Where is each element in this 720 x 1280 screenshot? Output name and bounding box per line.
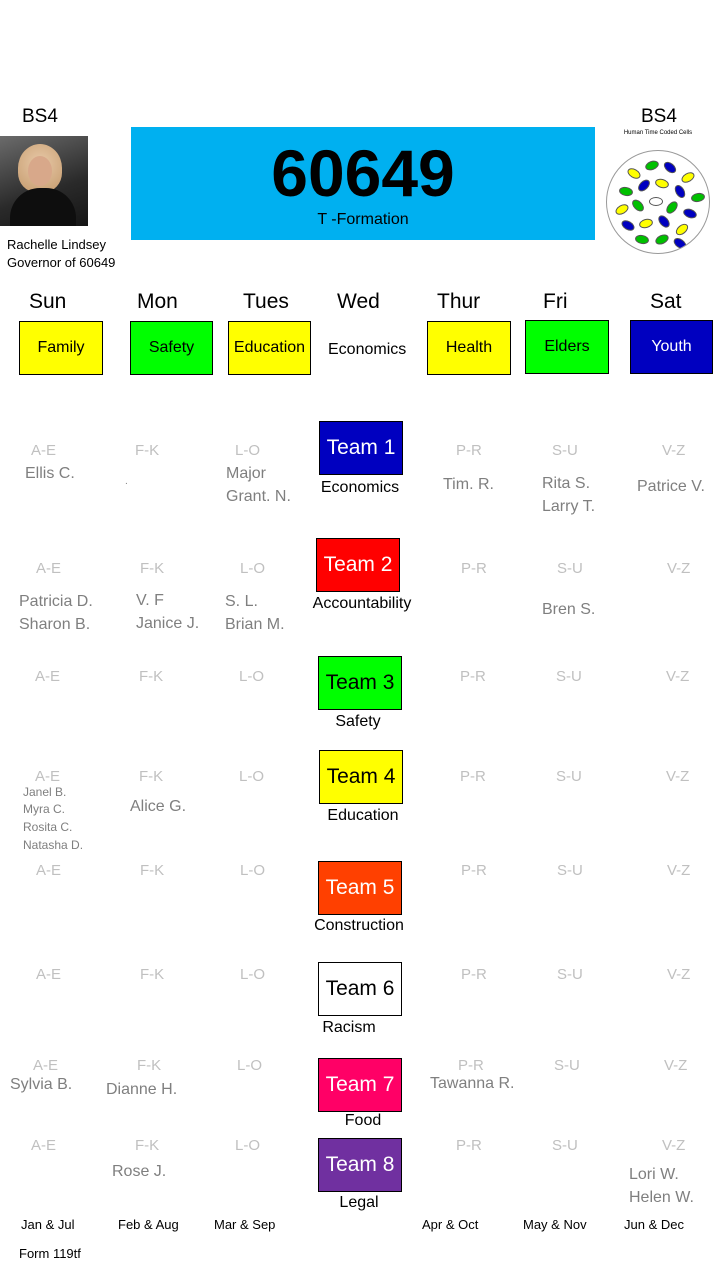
month-label: Apr & Oct [422, 1217, 479, 1232]
team-6-box: Team 6 [318, 962, 402, 1016]
range-l-o: L-O [235, 442, 261, 459]
topic-family: Family [19, 321, 103, 375]
member-name: Rita S. [542, 475, 591, 492]
month-label: Feb & Aug [118, 1217, 179, 1232]
month-label: May & Nov [523, 1217, 587, 1232]
range-f-k: F-K [135, 1137, 160, 1154]
range-a-e: A-E [35, 668, 61, 685]
range-l-o: L-O [239, 668, 265, 685]
range-s-u: S-U [554, 1057, 580, 1074]
day-sun: Sun [29, 290, 67, 313]
range-l-o: L-O [240, 862, 266, 879]
member-name: Brian M. [225, 616, 285, 633]
team-2-category: Accountability [312, 595, 412, 612]
member-name: Myra C. [23, 802, 65, 816]
team-8-box: Team 8 [318, 1138, 402, 1192]
range-l-o: L-O [240, 560, 266, 577]
month-label: Mar & Sep [214, 1217, 276, 1232]
day-tues: Tues [243, 290, 289, 313]
range-a-e: A-E [36, 966, 62, 983]
team-3-category: Safety [335, 713, 381, 730]
member-name: Janice J. [136, 615, 200, 632]
month-label: Jun & Dec [624, 1217, 684, 1232]
member-name: Patricia D. [19, 593, 93, 610]
topic-education: Education [228, 321, 311, 375]
team-1-category: Economics [320, 479, 400, 496]
range-f-k: F-K [139, 768, 164, 785]
team-4-box: Team 4 [319, 750, 403, 804]
team-3-box: Team 3 [318, 656, 402, 710]
member-name: Tim. R. [443, 476, 494, 493]
team-6-category: Racism [322, 1019, 376, 1036]
bs4-left-label: BS4 [22, 106, 58, 127]
range-p-r: P-R [460, 768, 486, 785]
team-4-category: Education [327, 807, 399, 824]
topic-economics: Economics [328, 341, 407, 358]
range-l-o: L-O [239, 768, 265, 785]
zip-code: 60649 [271, 136, 455, 210]
range-v-z: V-Z [667, 966, 691, 983]
day-thur: Thur [437, 290, 481, 313]
topic-safety: Safety [130, 321, 213, 375]
member-name: . [125, 476, 128, 487]
team-8-category: Legal [339, 1194, 379, 1211]
range-l-o: L-O [235, 1137, 261, 1154]
member-name: Alice G. [130, 798, 187, 815]
range-f-k: F-K [139, 668, 164, 685]
range-s-u: S-U [552, 442, 578, 459]
range-p-r: P-R [461, 862, 487, 879]
member-name: Lori W. [629, 1166, 679, 1183]
petri-dish-image [606, 150, 710, 254]
governor-photo [0, 136, 88, 226]
range-s-u: S-U [557, 560, 583, 577]
team-5-box: Team 5 [318, 861, 402, 915]
zip-banner [131, 127, 595, 240]
cells-diagram [605, 130, 711, 256]
member-name: Tawanna R. [430, 1075, 515, 1092]
member-name: V. F [136, 592, 164, 609]
range-s-u: S-U [556, 768, 582, 785]
range-s-u: S-U [556, 668, 582, 685]
member-name: S. L. [225, 593, 258, 610]
day-mon: Mon [137, 290, 178, 313]
range-s-u: S-U [557, 862, 583, 879]
range-p-r: P-R [461, 966, 487, 983]
member-name: Janel B. [23, 785, 67, 799]
range-v-z: V-Z [664, 1057, 688, 1074]
team-7-category: Food [344, 1112, 382, 1129]
formation-subtitle: T -Formation [317, 211, 409, 228]
member-name: Dianne H. [106, 1081, 178, 1098]
range-a-e: A-E [31, 1137, 57, 1154]
range-v-z: V-Z [667, 560, 691, 577]
range-f-k: F-K [140, 560, 165, 577]
range-p-r: P-R [456, 1137, 482, 1154]
range-l-o: L-O [240, 966, 266, 983]
member-name: Larry T. [542, 498, 596, 515]
member-name: Helen W. [629, 1189, 694, 1206]
governor-name: Rachelle Lindsey [7, 237, 107, 252]
range-l-o: L-O [237, 1057, 263, 1074]
member-name: Ellis C. [25, 465, 75, 482]
team-1-box: Team 1 [319, 421, 403, 475]
range-f-k: F-K [137, 1057, 162, 1074]
range-p-r: P-R [456, 442, 482, 459]
range-f-k: F-K [140, 862, 165, 879]
range-p-r: P-R [458, 1057, 484, 1074]
team-2-box: Team 2 [316, 538, 400, 592]
member-name: Sylvia B. [10, 1076, 73, 1093]
day-wed: Wed [337, 290, 380, 313]
team-5-category: Construction [314, 917, 404, 934]
form-label: Form 119tf [19, 1246, 81, 1261]
range-s-u: S-U [552, 1137, 578, 1154]
range-a-e: A-E [31, 442, 57, 459]
month-label: Jan & Jul [21, 1217, 75, 1232]
bs4-right-label: BS4 [641, 106, 677, 127]
range-v-z: V-Z [662, 1137, 686, 1154]
range-p-r: P-R [461, 560, 487, 577]
team-7-box: Team 7 [318, 1058, 402, 1112]
range-v-z: V-Z [666, 768, 690, 785]
range-a-e: A-E [35, 768, 61, 785]
topic-health: Health [427, 321, 511, 375]
range-p-r: P-R [460, 668, 486, 685]
range-s-u: S-U [557, 966, 583, 983]
member-name: Natasha D. [23, 838, 84, 852]
range-v-z: V-Z [662, 442, 686, 459]
range-a-e: A-E [36, 862, 62, 879]
member-name: Rose J. [112, 1163, 167, 1180]
cells-title: Human Time Coded Cells [623, 130, 693, 136]
member-name: Patrice V. [637, 478, 705, 495]
day-sat: Sat [650, 290, 682, 313]
member-name: Major [226, 465, 267, 482]
day-fri: Fri [543, 290, 568, 313]
member-name: Sharon B. [19, 616, 91, 633]
range-f-k: F-K [135, 442, 160, 459]
topic-youth: Youth [630, 320, 713, 374]
member-name: Grant. N. [226, 488, 291, 505]
member-name: Rosita C. [23, 820, 73, 834]
governor-title: Governor of 60649 [7, 255, 116, 270]
topic-elders: Elders [525, 320, 609, 374]
member-name: Bren S. [542, 601, 596, 618]
range-f-k: F-K [140, 966, 165, 983]
range-v-z: V-Z [667, 862, 691, 879]
range-a-e: A-E [33, 1057, 59, 1074]
range-v-z: V-Z [666, 668, 690, 685]
range-a-e: A-E [36, 560, 62, 577]
